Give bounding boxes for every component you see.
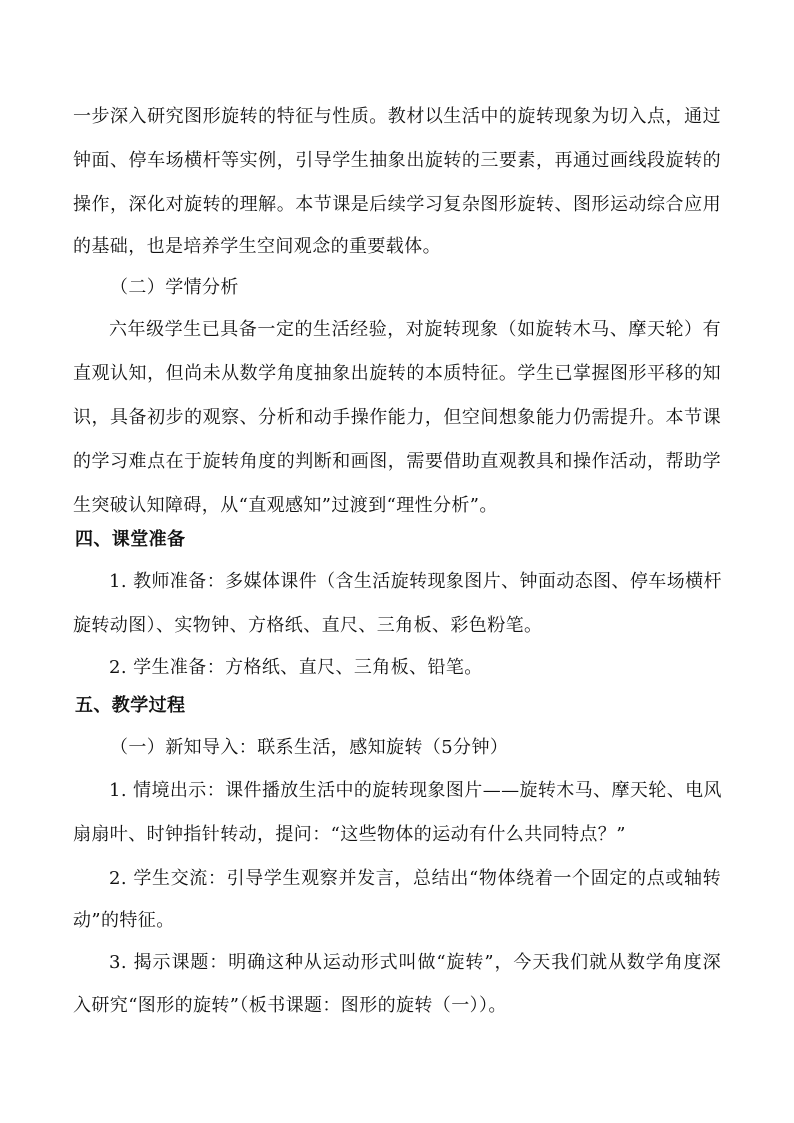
list-item: 1. 情境出示：课件播放生活中的旋转现象图片——旋转木马、摩天轮、电风 bbox=[109, 780, 722, 801]
list-item: 3. 揭示课题：明确这种从运动形式叫做“旋转”，今天我们就从数学角度深 bbox=[109, 952, 721, 973]
list-item: 2. 学生交流：引导学生观察并发言，总结出“物体绕着一个固定的点或轴转 bbox=[109, 868, 721, 889]
list-item-continuation: 扇扇叶、时钟指针转动，提问：“这些物体的运动有什么共同特点？” bbox=[73, 824, 626, 845]
paragraph-line: 钟面、停车场横杆等实例，引导学生抽象出旋转的三要素，再通过画线段旋转的 bbox=[73, 150, 721, 171]
section-heading: 四、课堂准备 bbox=[75, 529, 186, 550]
paragraph-line: 操作，深化对旋转的理解。本节课是后续学习复杂图形旋转、图形运动综合应用 bbox=[73, 194, 721, 215]
section-heading: 五、教学过程 bbox=[75, 695, 186, 716]
paragraph-line: 识，具备初步的观察、分析和动手操作能力，但空间想象能力仍需提升。本节课 bbox=[73, 407, 721, 428]
sub-heading: （一）新知导入：联系生活，感知旋转（5分钟） bbox=[110, 737, 509, 758]
paragraph-line: 的学习难点在于旋转角度的判断和画图，需要借助直观教具和操作活动，帮助学 bbox=[73, 451, 721, 472]
paragraph-line: 六年级学生已具备一定的生活经验，对旋转现象（如旋转木马、摩天轮）有 bbox=[109, 319, 721, 340]
sub-heading: （二）学情分析 bbox=[110, 277, 239, 298]
list-item-continuation: 入研究“图形的旋转”（板书课题：图形的旋转（一））。 bbox=[73, 995, 507, 1016]
list-item: 1. 教师准备：多媒体课件（含生活旋转现象图片、钟面动态图、停车场横杆 bbox=[109, 571, 722, 592]
list-item: 2. 学生准备：方格纸、直尺、三角板、铅笔。 bbox=[109, 657, 483, 678]
paragraph-line: 一步深入研究图形旋转的特征与性质。教材以生活中的旋转现象为切入点，通过 bbox=[73, 106, 721, 127]
list-item-continuation: 动”的特征。 bbox=[73, 910, 175, 931]
paragraph-line: 直观认知，但尚未从数学角度抽象出旋转的本质特征。学生已掌握图形平移的知 bbox=[73, 363, 721, 384]
list-item-continuation: 旋转动图）、实物钟、方格纸、直尺、三角板、彩色粉笔。 bbox=[73, 615, 543, 636]
paragraph-line: 的基础，也是培养学生空间观念的重要载体。 bbox=[73, 236, 441, 257]
paragraph-line: 生突破认知障碍，从“直观感知”过渡到“理性分析”。 bbox=[73, 495, 498, 516]
